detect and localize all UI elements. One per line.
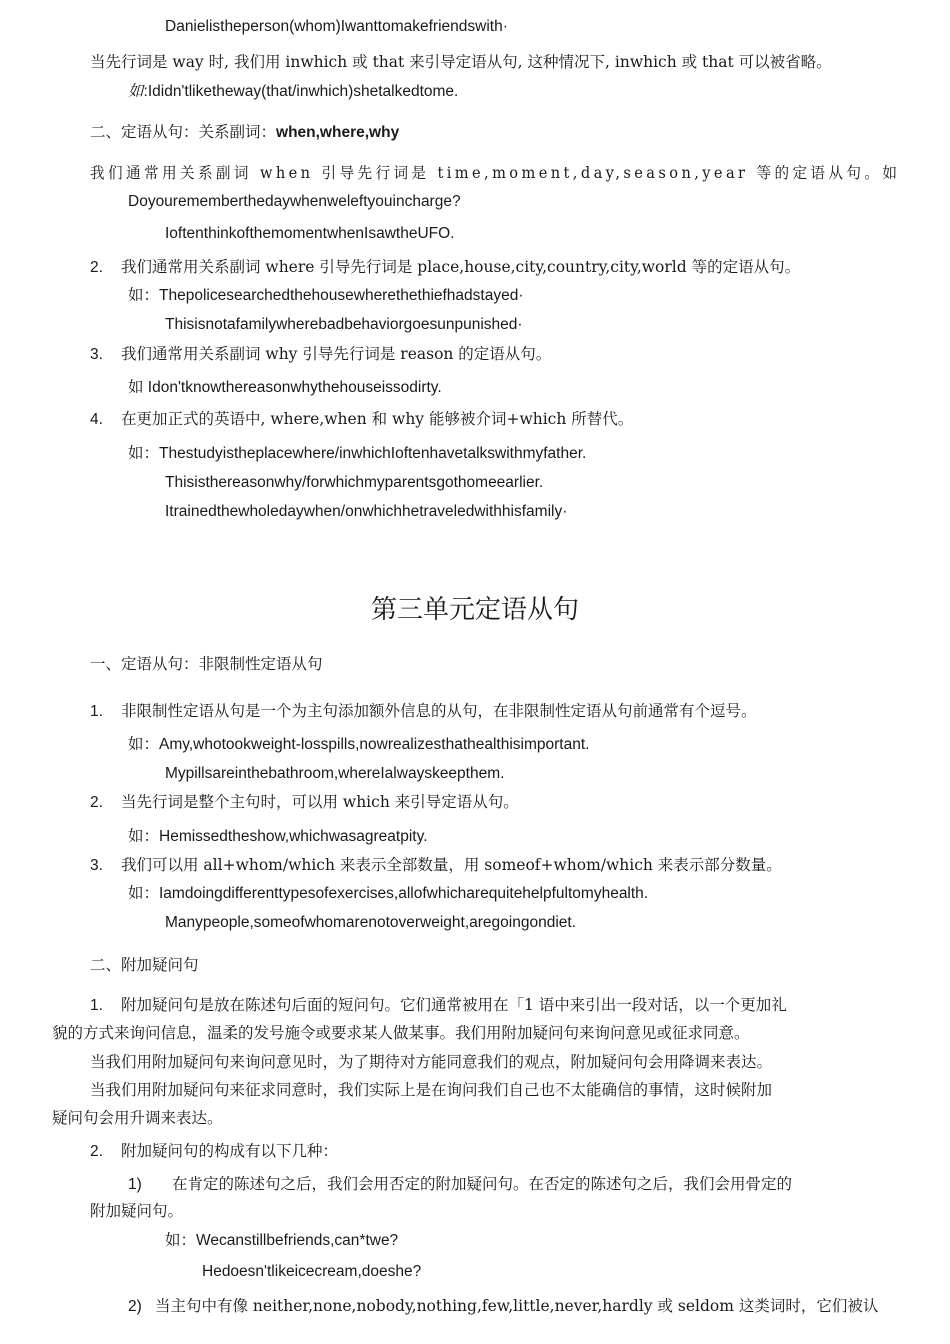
example-sentence: Hedoesn'tlikeicecream,doeshe? xyxy=(202,1263,422,1280)
paragraph-line: 当我们用附加疑问句来询问意见时，为了期待对方能同意我们的观点，附加疑问句会用降调来表达。 xyxy=(90,1053,773,1071)
example-prefix: 如 xyxy=(128,82,144,100)
list-number: 2. xyxy=(90,1143,103,1160)
sub-list-number: 1) xyxy=(128,1176,142,1193)
example-sentence: 如：Wecanstillbefriends,can*twe? xyxy=(165,1232,399,1249)
paragraph-line: 附加疑问句。 xyxy=(90,1202,184,1220)
list-item xyxy=(90,409,633,430)
list-number: 4. xyxy=(90,411,103,428)
example-sentence: Thisisthereasonwhy/forwhichmyparentsgothomeearlier. xyxy=(165,474,544,491)
list-item xyxy=(90,855,782,876)
list-text: 我们可以用 all+whom/which 来表示全部数量，用 someof+whom/which 来表示部分数量。 xyxy=(121,856,782,874)
list-number: 3. xyxy=(90,346,103,363)
example-line xyxy=(128,81,458,102)
example-sentence: Thisisnotafamilywherebadbehaviorgoesunpunished· xyxy=(165,316,523,333)
example-sentence: Doyourememberthedaywhenweleftyouincharge? xyxy=(128,193,461,210)
example-sentence: 如：Hemissedtheshow,whichwasagreatpity. xyxy=(128,828,428,845)
sub-list-text: 当主句中有像 neither,none,nobody,nothing,few,little,never,hardly 或 seldom 这类词时，它们被认 xyxy=(155,1297,879,1315)
list-number: 2. xyxy=(90,794,103,811)
list-item xyxy=(90,344,551,365)
sub-list-item xyxy=(128,1174,792,1195)
list-number: 3. xyxy=(90,857,103,874)
list-item xyxy=(90,1141,338,1162)
example-sentence: 如：Amy,whotookweight-losspills,nowrealizesthathealthisimportant. xyxy=(128,736,590,753)
list-item xyxy=(90,257,800,278)
list-text: 附加疑问句是放在陈述句后面的短问句。它们通常被用在「1 语中来引出一段对话，以一个更加礼 xyxy=(121,996,787,1014)
list-text: 附加疑问句的构成有以下几种： xyxy=(121,1142,339,1160)
sub-list-item xyxy=(128,1296,878,1317)
paragraph-line xyxy=(90,995,787,1016)
list-text: 当先行词是整个主句时，可以用 which 来引导定语从句。 xyxy=(121,793,519,811)
paragraph-way-rule: 当先行词是 way 时, 我们用 inwhich 或 that 来引导定语从句, 这种情况下, inwhich 或 that 可以被省略。 xyxy=(90,53,832,71)
sub-list-text: 在肯定的陈述句之后，我们会用否定的附加疑问句。在否定的陈述句之后，我们会用骨定的 xyxy=(172,1175,793,1193)
list-item xyxy=(90,792,519,813)
example-sentence: IoftenthinkofthemomentwhenIsawtheUFO. xyxy=(165,225,455,242)
paragraph-line: 疑问句会用升调来表达。 xyxy=(52,1109,223,1127)
section-heading-label: 二、定语从句：关系副词： xyxy=(90,123,277,141)
section-heading: 一、定语从句：非限制性定语从句 xyxy=(90,655,323,673)
paragraph-line: 貌的方式来询问信息，温柔的发号施令或要求某人做某事。我们用附加疑问句来询问意见或征求同意。 xyxy=(52,1024,750,1042)
list-item xyxy=(90,701,757,722)
example-sentence: 如：Iamdoingdifferenttypesofexercises,allofwhicharequitehelpfultomyhealth. xyxy=(128,885,649,902)
section-heading-keywords: when,where,why xyxy=(276,124,400,141)
list-text: 非限制性定语从句是一个为主句添加额外信息的从句，在非限制性定语从句前通常有个逗号。 xyxy=(121,702,757,720)
page-title: 第三单元定语从句 xyxy=(370,595,579,625)
paragraph-when-rule: 我们通常用关系副词 when 引导先行词是 time,moment,day,season,year 等的定语从句。如 xyxy=(90,164,901,182)
example-sentence: Itrainedthewholedaywhen/onwhichhetraveledwithhisfamily· xyxy=(165,503,568,520)
example-sentence: Danielistheperson(whom)Iwanttomakefriendswith· xyxy=(165,18,508,35)
sub-list-number: 2) xyxy=(128,1298,142,1315)
list-number: 2. xyxy=(90,259,103,276)
list-text: 我们通常用关系副词 why 引导先行词是 reason 的定语从句。 xyxy=(121,345,552,363)
list-number: 1. xyxy=(90,997,103,1014)
list-number: 1. xyxy=(90,703,103,720)
example-sentence: :Ididn'tliketheway(that/inwhich)shetalkedtome. xyxy=(143,83,459,100)
example-sentence: 如：Thepolicesearchedthehousewherethethiefhadstayed· xyxy=(128,287,524,304)
example-sentence: 如 Idon'tknowthereasonwhythehouseissodirty. xyxy=(128,379,442,396)
example-sentence: Mypillsareinthebathroom,whereIalwayskeepthem. xyxy=(165,765,505,782)
example-sentence: 如：Thestudyistheplacewhere/inwhichIoftenhavetalkswithmyfather. xyxy=(128,445,587,462)
list-text: 我们通常用关系副词 where 引导先行词是 place,house,city,country,city,world 等的定语从句。 xyxy=(121,258,801,276)
section-heading: 二、附加疑问句 xyxy=(90,956,199,974)
section-heading xyxy=(90,122,399,143)
paragraph-line: 当我们用附加疑问句来征求同意时，我们实际上是在询问我们自己也不太能确信的事情，这时候附加 xyxy=(90,1081,773,1099)
list-text: 在更加正式的英语中, where,when 和 why 能够被介词+which 所替代。 xyxy=(121,410,634,428)
example-sentence: Manypeople,someofwhomarenotoverweight,aregoingondiet. xyxy=(165,914,577,931)
